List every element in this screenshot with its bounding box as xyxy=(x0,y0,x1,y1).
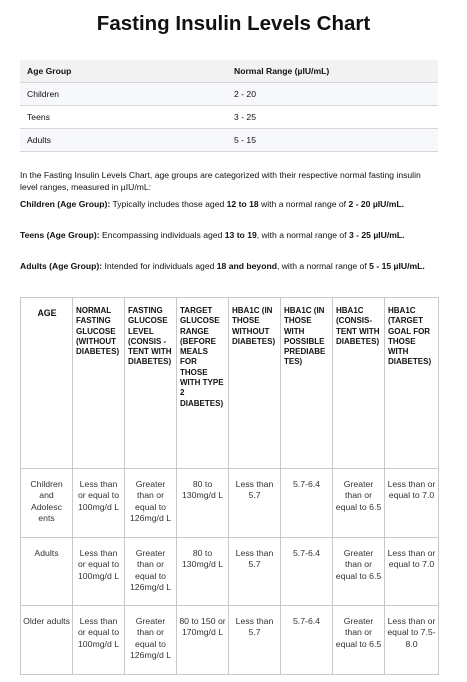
table-cell: Less than 5.7 xyxy=(229,469,281,538)
age-group-cell: Adults xyxy=(20,129,227,152)
table-cell: Greater than or equal to 126mg/d L xyxy=(125,538,177,606)
table-cell: Less than or equal to 7.0 xyxy=(385,538,439,606)
table-row xyxy=(21,538,439,606)
adults-label: Adults (Age Group): xyxy=(20,261,103,271)
glucose-hba1c-table xyxy=(20,297,439,675)
table-cell: 80 to 150 or 170mg/d L xyxy=(177,606,229,675)
header-hba1c-without-diabetes: HBA1C (IN THOSE WITHOUT DIABETES) xyxy=(229,298,281,469)
table-cell: 5.7-6.4 xyxy=(281,469,333,538)
table-cell: Greater than or equal to 6.5 xyxy=(333,538,385,606)
table-row xyxy=(21,606,439,675)
teens-text-1: Encompassing individuals aged xyxy=(99,230,225,240)
teens-ages: 13 to 19 xyxy=(224,230,257,240)
table-cell: Greater than or equal to 6.5 xyxy=(333,606,385,675)
children-paragraph xyxy=(20,199,432,211)
table-row xyxy=(20,83,438,106)
children-range: 2 - 20 µIU/mL. xyxy=(348,199,405,209)
teens-label: Teens (Age Group): xyxy=(20,230,100,240)
age-cell: Children and Adolesc ents xyxy=(21,469,73,538)
header-normal-fasting-glucose: NORMAL FASTING GLUCOSE (WITHOUT DIABETES) xyxy=(73,298,125,469)
header-age: AGE xyxy=(21,298,73,469)
adults-paragraph xyxy=(20,261,432,273)
table-cell: Greater than or equal to 126mg/d L xyxy=(125,606,177,675)
header-hba1c-target-goal: HBA1C (TARGET GOAL FOR THOSE WITH DIABETES) xyxy=(385,298,439,469)
range-cell: 5 - 15 xyxy=(227,129,438,152)
adults-text-2: , with a normal range of xyxy=(276,261,370,271)
age-group-cell: Teens xyxy=(20,106,227,129)
table-row xyxy=(21,469,439,538)
table-cell: Less than or equal to 100mg/d L xyxy=(73,538,125,606)
age-cell: Older adults xyxy=(21,606,73,675)
header-hba1c-diabetes: HBA1C (CONSIS- TENT WITH DIABETES) xyxy=(333,298,385,469)
adults-text-1: Intended for individuals aged xyxy=(102,261,217,271)
children-text-2: with a normal range of xyxy=(258,199,349,209)
table-cell: Less than or equal to 7.5-8.0 xyxy=(385,606,439,675)
range-cell: 2 - 20 xyxy=(227,83,438,106)
table-cell: Greater than or equal to 6.5 xyxy=(333,469,385,538)
table-cell: Less than 5.7 xyxy=(229,606,281,675)
age-cell: Adults xyxy=(21,538,73,606)
table-cell: Less than or equal to 100mg/d L xyxy=(73,469,125,538)
table-cell: 5.7-6.4 xyxy=(281,606,333,675)
header-age-group: Age Group xyxy=(20,60,227,83)
table-row xyxy=(20,129,438,152)
range-cell: 3 - 25 xyxy=(227,106,438,129)
children-label: Children (Age Group): xyxy=(20,199,111,209)
table-cell: Less than or equal to 7.0 xyxy=(385,469,439,538)
teens-paragraph xyxy=(20,230,432,242)
table-header-row xyxy=(20,60,438,83)
teens-range: 3 - 25 µIU/mL. xyxy=(348,230,405,240)
table-row xyxy=(20,106,438,129)
teens-text-2: , with a normal range of xyxy=(256,230,349,240)
header-target-glucose-range: TARGET GLUCOSE RANGE (BEFORE MEALS FOR THOSE WITH TYPE 2 DIABETES) xyxy=(177,298,229,469)
header-fasting-glucose-diabetes: FASTING GLUCOSE LEVEL (CONSIS -TENT WITH DIABETES) xyxy=(125,298,177,469)
intro-paragraph: In the Fasting Insulin Levels Chart, age groups are categorized with their respective normal fasting insulin level ranges, measured in µIU/mL: xyxy=(20,170,421,192)
table-header-row xyxy=(21,298,439,469)
table-cell: 5.7-6.4 xyxy=(281,538,333,606)
table-cell: 80 to 130mg/d L xyxy=(177,538,229,606)
age-group-cell: Children xyxy=(20,83,227,106)
table-cell: 80 to 130mg/d L xyxy=(177,469,229,538)
page-title: Fasting Insulin Levels Chart xyxy=(96,12,371,35)
header-hba1c-prediabetes: HBA1C (IN THOSE WITH POSSIBLE PREDIABE TES) xyxy=(281,298,333,469)
table-cell: Less than or equal to 100mg/d L xyxy=(73,606,125,675)
table-cell: Greater than or equal to 126mg/d L xyxy=(125,469,177,538)
age-range-table xyxy=(20,60,438,152)
children-text-1: Typically includes those aged xyxy=(110,199,227,209)
table-cell: Less than 5.7 xyxy=(229,538,281,606)
adults-ages: 18 and beyond xyxy=(216,261,277,271)
adults-range: 5 - 15 µIU/mL. xyxy=(369,261,425,271)
children-ages: 12 to 18 xyxy=(226,199,259,209)
header-normal-range: Normal Range (µIU/mL) xyxy=(227,60,438,83)
